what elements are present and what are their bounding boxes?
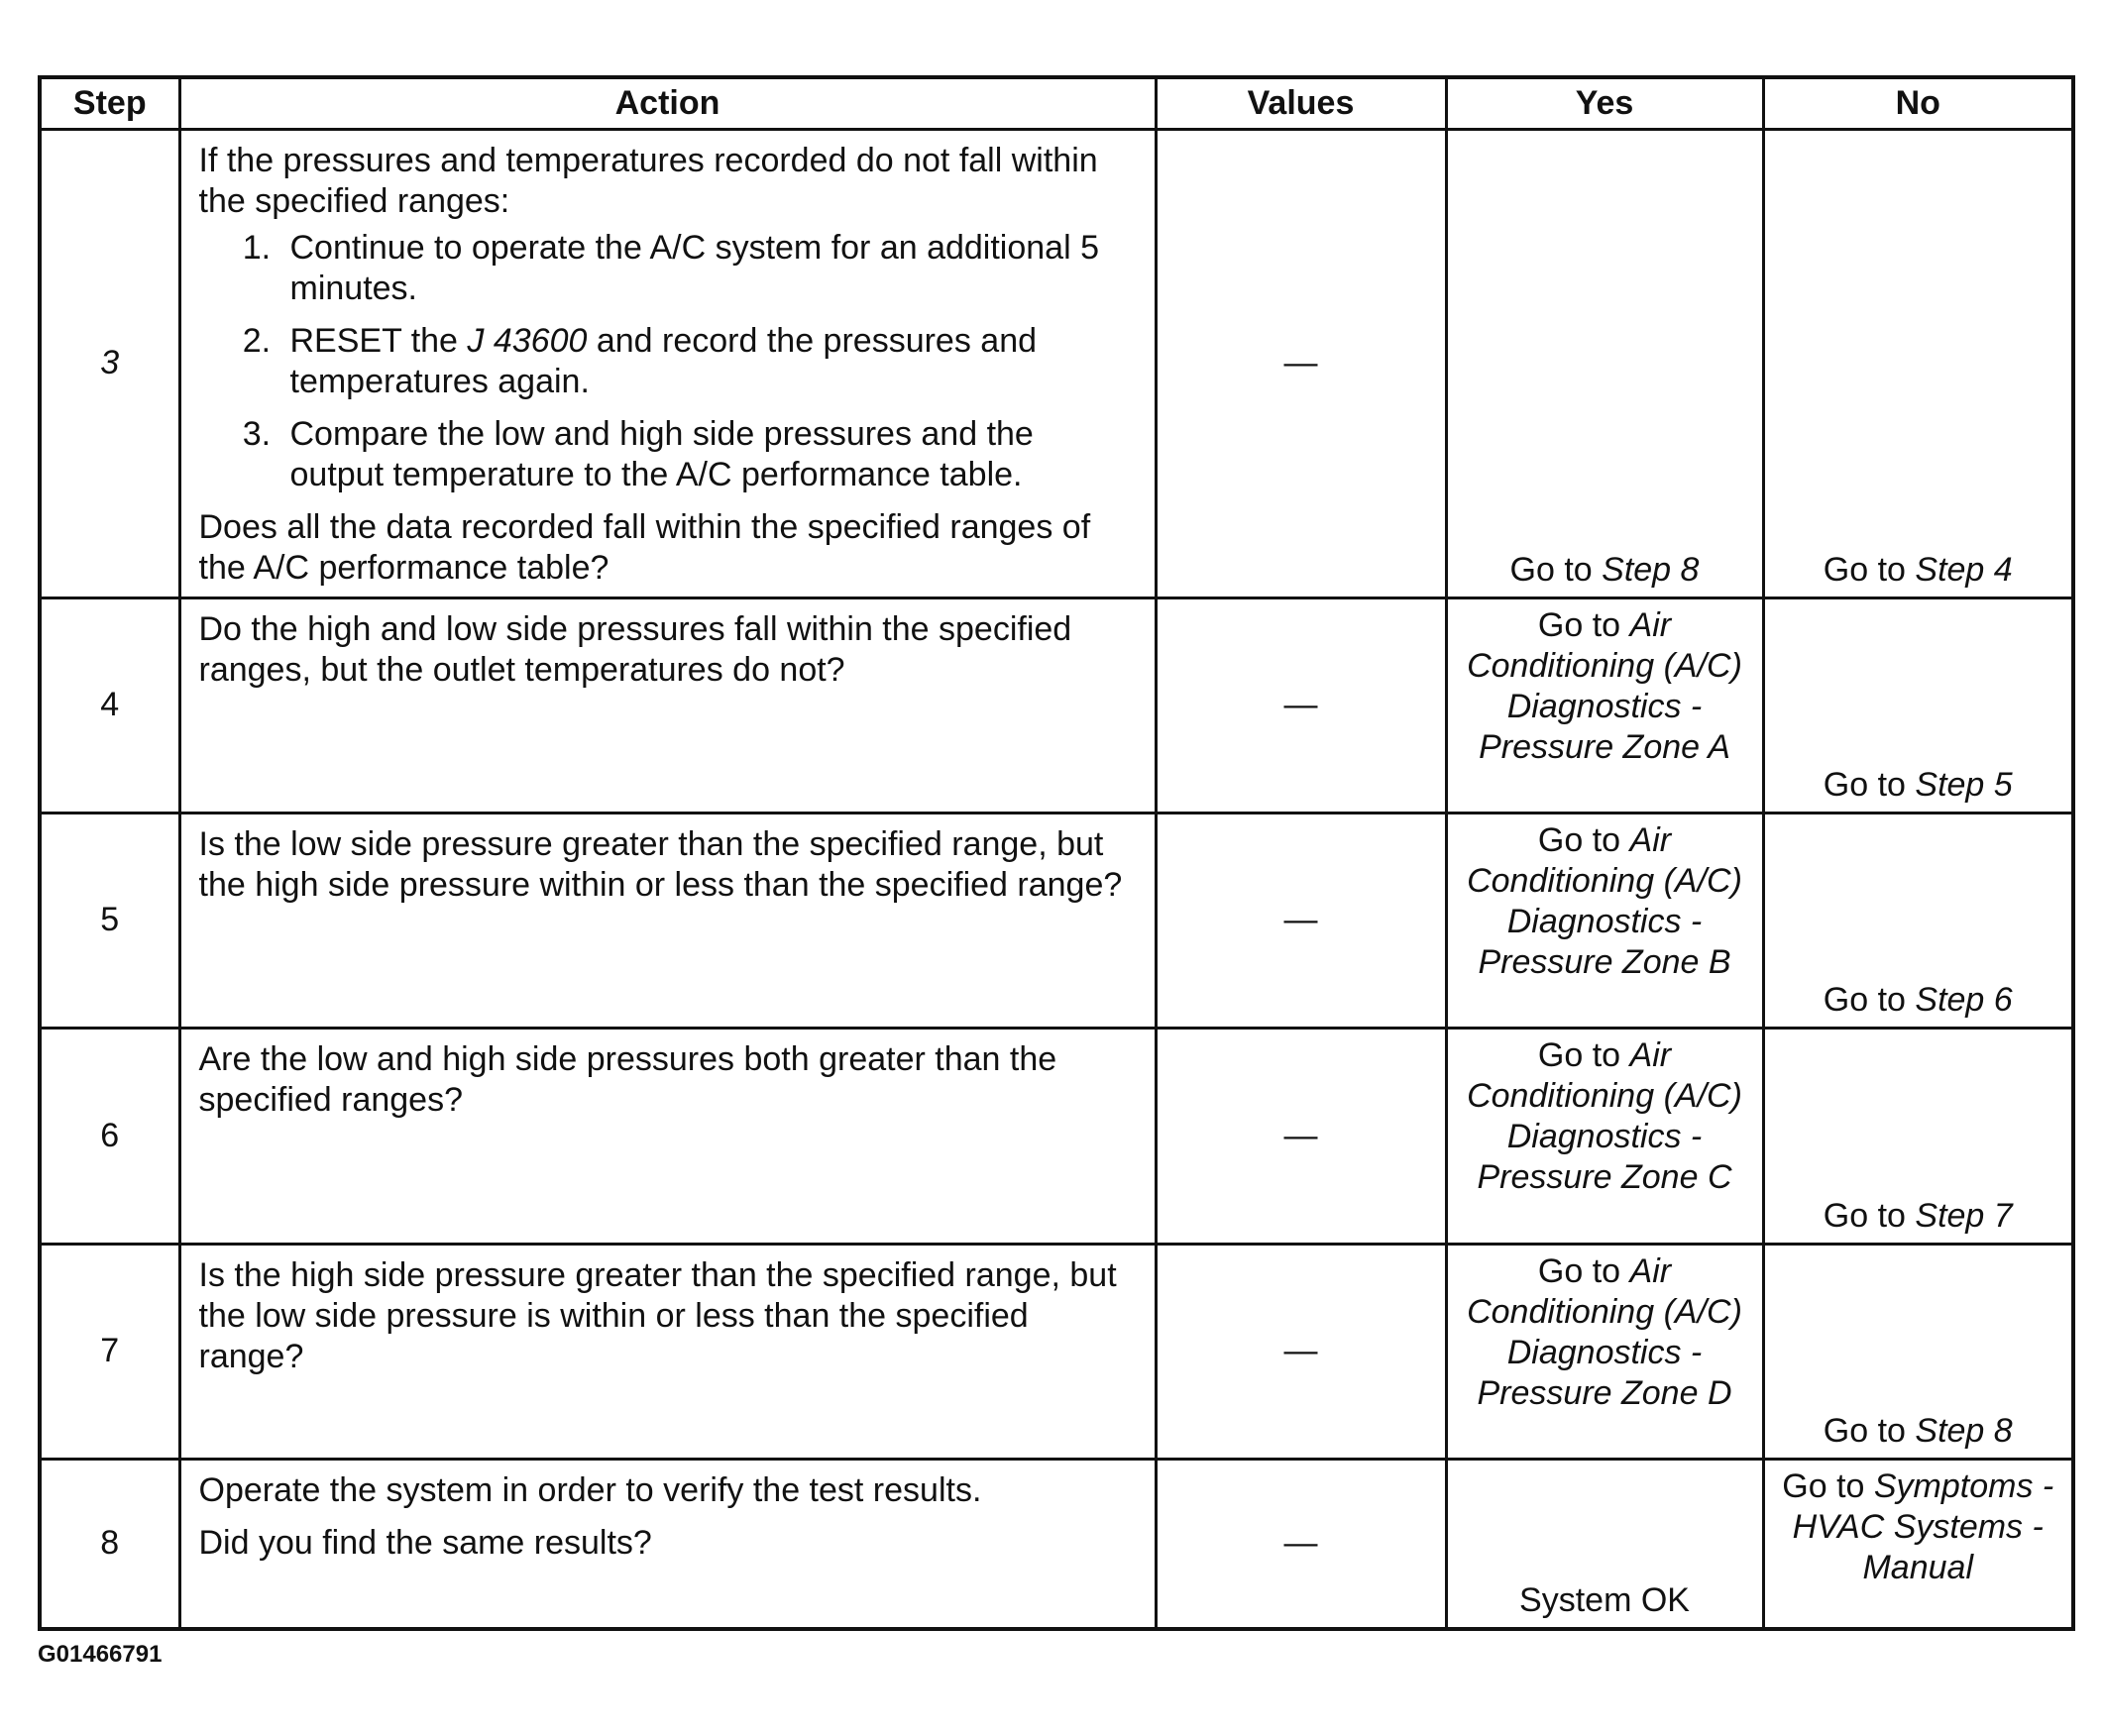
table-row — [40, 813, 2073, 1028]
no-cell: Go to Step 8 — [1763, 1244, 2073, 1459]
sub-step-list — [199, 228, 1135, 495]
values-cell: — — [1156, 813, 1446, 1028]
no-cell: Go to Step 4 — [1763, 129, 2073, 597]
yes-cell — [1446, 1459, 1763, 1629]
yes-link[interactable]: Step 8 — [1602, 550, 1700, 589]
table-row — [40, 1459, 2073, 1629]
yes-link[interactable]: Air Conditioning (A/C) Diagnostics - Pressure Zone C — [1467, 1035, 1742, 1196]
action-cell — [179, 1459, 1156, 1629]
header-action: Action — [179, 77, 1156, 129]
yes-result: System OK — [1519, 1581, 1690, 1619]
step-number: 6 — [40, 1028, 179, 1244]
header-values: Values — [1156, 77, 1446, 129]
diagnostic-table — [38, 75, 2075, 1631]
sub-step: 3. Compare the low and high side pressures and the output temperature to the A/C performance table. — [280, 414, 1135, 495]
action-question: Does all the data recorded fall within the specified ranges of the A/C performance table? — [198, 507, 1091, 587]
action-cell: Is the high side pressure greater than the specified range, but the low side pressure is within or less than the specified range? — [179, 1244, 1156, 1459]
sub-step: 2. RESET the J 43600 and record the pressures and temperatures again. — [280, 321, 1135, 402]
values-cell: — — [1156, 1028, 1446, 1244]
no-link[interactable]: Step 7 — [1915, 1196, 2013, 1235]
table-row — [40, 1244, 2073, 1459]
action-intro: If the pressures and temperatures recorded do not fall within the specified ranges: — [198, 141, 1098, 220]
yes-link[interactable]: Air Conditioning (A/C) Diagnostics - Pressure Zone D — [1467, 1251, 1742, 1412]
header-yes: Yes — [1446, 77, 1763, 129]
yes-cell: Go to Step 8 — [1446, 129, 1763, 597]
table-row — [40, 129, 2073, 597]
values-cell: — — [1156, 1459, 1446, 1629]
sub-step: 1. Continue to operate the A/C system for an additional 5 minutes. — [280, 228, 1135, 309]
no-link[interactable]: Symptoms - HVAC Systems - Manual — [1792, 1466, 2054, 1586]
no-link[interactable]: Step 4 — [1915, 550, 2013, 589]
yes-link[interactable]: Air Conditioning (A/C) Diagnostics - Pressure Zone B — [1467, 820, 1742, 981]
header-step: Step — [40, 77, 179, 129]
no-cell: Go to Symptoms - HVAC Systems - Manual — [1763, 1459, 2073, 1629]
yes-link[interactable]: Air Conditioning (A/C) Diagnostics - Pressure Zone A — [1467, 605, 1742, 766]
yes-cell: Go to Air Conditioning (A/C) Diagnostics - Pressure Zone A — [1446, 597, 1763, 813]
no-link[interactable]: Step 8 — [1915, 1411, 2013, 1450]
action-cell — [179, 129, 1156, 597]
table-row — [40, 597, 2073, 813]
step-number: 3 — [40, 129, 179, 597]
header-no: No — [1763, 77, 2073, 129]
action-question: Did you find the same results? — [198, 1523, 652, 1562]
no-link[interactable]: Step 6 — [1915, 980, 2013, 1019]
no-cell: Go to Step 5 — [1763, 597, 2073, 813]
no-cell: Go to Step 7 — [1763, 1028, 2073, 1244]
step-number: 4 — [40, 597, 179, 813]
values-cell: — — [1156, 1244, 1446, 1459]
values-cell: — — [1156, 129, 1446, 597]
yes-cell: Go to Air Conditioning (A/C) Diagnostics - Pressure Zone D — [1446, 1244, 1763, 1459]
tool-ref: J 43600 — [467, 321, 588, 360]
yes-cell: Go to Air Conditioning (A/C) Diagnostics - Pressure Zone B — [1446, 813, 1763, 1028]
values-cell: — — [1156, 597, 1446, 813]
table-row — [40, 1028, 2073, 1244]
step-number: 8 — [40, 1459, 179, 1629]
step-number: 5 — [40, 813, 179, 1028]
step-number: 7 — [40, 1244, 179, 1459]
no-link[interactable]: Step 5 — [1915, 765, 2013, 804]
action-line: Operate the system in order to verify the test results. — [198, 1470, 982, 1509]
action-cell: Are the low and high side pressures both greater than the specified ranges? — [179, 1028, 1156, 1244]
yes-cell: Go to Air Conditioning (A/C) Diagnostics - Pressure Zone C — [1446, 1028, 1763, 1244]
action-cell: Do the high and low side pressures fall within the specified ranges, but the outlet temperatures do not? — [179, 597, 1156, 813]
figure-id: G01466791 — [38, 1641, 163, 1668]
header-row — [40, 77, 2073, 129]
no-cell: Go to Step 6 — [1763, 813, 2073, 1028]
action-cell: Is the low side pressure greater than the specified range, but the high side pressure within or less than the specified range? — [179, 813, 1156, 1028]
